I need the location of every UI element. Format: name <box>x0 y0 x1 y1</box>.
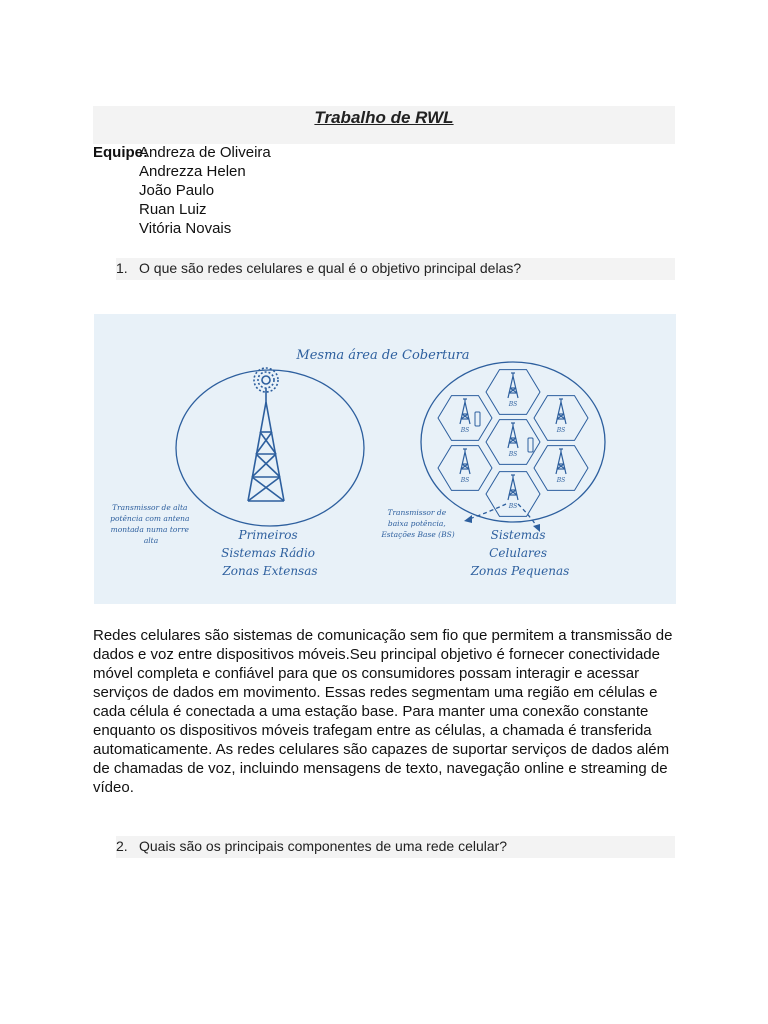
bs-label: BS <box>556 477 566 484</box>
right-note: Transmissor de baixa potência, Estações Base (BS) <box>381 508 455 539</box>
team-member: Ruan Luiz <box>139 201 207 218</box>
left-caption: Primeiros Sistemas Rádio Zonas Extensas <box>221 528 318 578</box>
question-1 <box>116 258 675 280</box>
base-station-icon <box>508 373 518 398</box>
team-member: Vitória Novais <box>139 220 232 237</box>
large-coverage-circle <box>176 370 364 526</box>
bs-label: BS <box>460 427 470 434</box>
question-text: Quais são os principais componentes de uma rede celular? <box>139 838 508 854</box>
question-number: 2. <box>116 838 128 854</box>
question-text: O que são redes celulares e qual é o objetivo principal delas? <box>139 260 522 276</box>
high-power-tower-icon <box>248 368 284 501</box>
question-number: 1. <box>116 260 128 276</box>
figure-heading: Mesma área de Cobertura <box>296 348 470 363</box>
base-station-icon <box>556 449 566 474</box>
base-station-icon <box>508 423 518 448</box>
cellular-coverage-circle <box>421 362 605 522</box>
title-band <box>93 106 675 144</box>
base-station-icon <box>460 449 470 474</box>
bs-label: BS <box>508 451 518 458</box>
base-station-icon <box>460 399 470 424</box>
team-member: Andreza de Oliveira <box>139 144 271 161</box>
base-station-icon <box>508 475 518 500</box>
team-label: Equipe: <box>93 144 148 161</box>
right-caption: Sistemas Celulares Zonas Pequenas <box>470 528 570 578</box>
team-member: João Paulo <box>139 182 215 199</box>
bs-label: BS <box>508 401 518 408</box>
bs-label: BS <box>556 427 566 434</box>
team-member: Andrezza Helen <box>139 163 246 180</box>
team-block <box>93 143 271 237</box>
left-note: Transmissor de alta potência com antena montada numa torre alta <box>110 503 190 545</box>
question-2 <box>116 836 675 858</box>
answer-paragraph: Redes celulares são sistemas de comunicação sem fio que permitem a transmissão de dados e voz entre dispositivos móveis.Seu principal objetivo é fornecer conectividade móvel completa e confiável para que os consumidores possam interagir e acessar serviços de dados em movimento. Essas redes segmentam uma região em células e cada célula é conectada a uma estação base. Para manter uma conexão constante enquanto os dispositivos móveis trafegam entre as células, a chamada é transferida automaticamente. As redes celulares são capazes de suportar serviços de dados além de chamadas de voz, incluindo mensagens de texto, navegação online e streaming de vídeo. <box>93 627 673 796</box>
bs-label: BS <box>460 477 470 484</box>
base-station-icon <box>556 399 566 424</box>
bs-label: BS <box>508 503 518 510</box>
base-station-towers <box>460 373 566 510</box>
cellular-network-figure <box>94 314 676 604</box>
document-title: Trabalho de RWL <box>314 108 454 127</box>
